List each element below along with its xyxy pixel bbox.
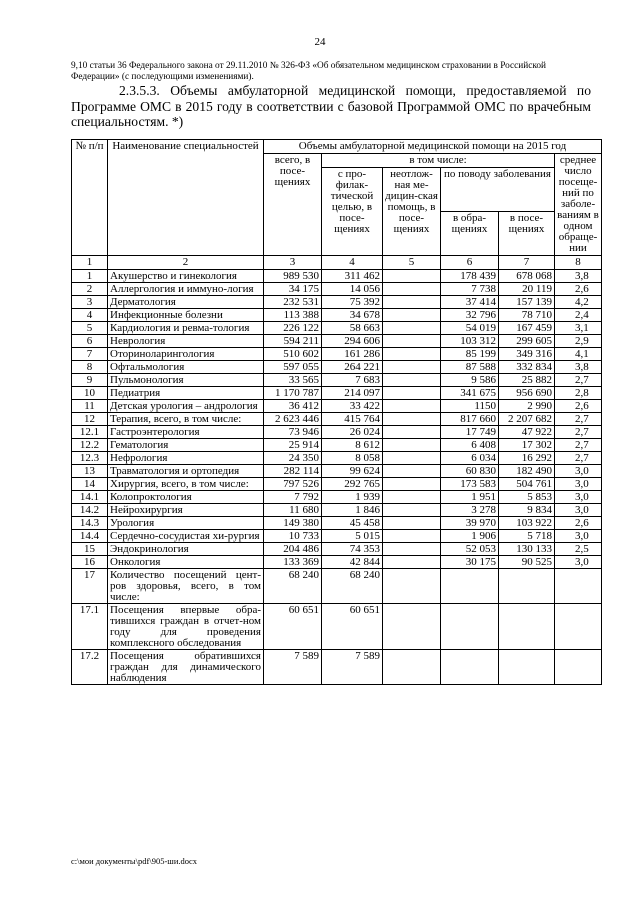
row-urgent [383,650,441,685]
row-number: 10 [72,387,108,400]
row-urgent [383,413,441,426]
table-row [72,283,602,296]
row-total: 597 055 [264,361,322,374]
col-number-5: 5 [383,256,441,270]
row-visits: 182 490 [499,465,555,478]
row-visits: 332 834 [499,361,555,374]
row-number: 4 [72,309,108,322]
row-specialty: Пульмонология [108,374,264,387]
row-appeals: 54 019 [441,322,499,335]
row-number: 17.1 [72,604,108,650]
table-row [72,413,602,426]
row-urgent [383,543,441,556]
row-urgent [383,283,441,296]
row-appeals: 87 588 [441,361,499,374]
row-total: 594 211 [264,335,322,348]
table-row [72,296,602,309]
row-average: 4,1 [555,348,602,361]
row-specialty: Неврология [108,335,264,348]
row-prophylactic: 5 015 [322,530,383,543]
row-number: 17.2 [72,650,108,685]
row-visits: 90 525 [499,556,555,569]
table-row [72,400,602,413]
table-row [72,361,602,374]
row-number: 12 [72,413,108,426]
row-average: 2,7 [555,374,602,387]
row-prophylactic: 45 458 [322,517,383,530]
row-prophylactic: 99 624 [322,465,383,478]
row-appeals: 1150 [441,400,499,413]
row-specialty: Нефрология [108,452,264,465]
row-appeals: 173 583 [441,478,499,491]
row-prophylactic: 75 392 [322,296,383,309]
row-urgent [383,374,441,387]
row-total: 1 170 787 [264,387,322,400]
row-visits: 20 119 [499,283,555,296]
row-number: 8 [72,361,108,374]
row-visits: 678 068 [499,270,555,283]
row-total: 68 240 [264,569,322,604]
row-average: 2,9 [555,335,602,348]
row-average: 3,1 [555,322,602,335]
table-row [72,543,602,556]
table-row [72,604,602,650]
row-appeals: 85 199 [441,348,499,361]
row-appeals: 32 796 [441,309,499,322]
row-average: 3,0 [555,465,602,478]
row-number: 14.2 [72,504,108,517]
table-row [72,504,602,517]
row-specialty: Офтальмология [108,361,264,374]
row-prophylactic: 60 651 [322,604,383,650]
row-average: 3,8 [555,361,602,374]
row-average: 2,4 [555,309,602,322]
section-heading: 2.3.5.3. Объемы амбулаторной медицинской помощи, предоставляемой по Программе ОМС в 2015 году в соответствии с базовой Программой ОМС по врачебным специальностям. *) [71,83,591,129]
row-number: 14.3 [72,517,108,530]
row-urgent [383,491,441,504]
table-row [72,478,602,491]
row-urgent [383,478,441,491]
table-row [72,335,602,348]
row-specialty: Количество посещений цент-ров здоровья, всего, в том числе: [108,569,264,604]
header-prophylactic: с про-филак-тической целью, в посе-щениях [322,168,383,256]
row-number: 9 [72,374,108,387]
row-total: 24 350 [264,452,322,465]
table-row [72,491,602,504]
row-urgent [383,504,441,517]
row-average: 2,7 [555,439,602,452]
page-number: 24 [314,36,326,48]
row-average: 3,0 [555,478,602,491]
row-visits [499,569,555,604]
row-appeals: 341 675 [441,387,499,400]
row-prophylactic: 58 663 [322,322,383,335]
col-number-1: 1 [72,256,108,270]
table-row [72,556,602,569]
row-number: 13 [72,465,108,478]
row-number: 12.1 [72,426,108,439]
row-appeals: 9 586 [441,374,499,387]
col-number-4: 4 [322,256,383,270]
row-average [555,604,602,650]
row-prophylactic: 311 462 [322,270,383,283]
row-prophylactic: 161 286 [322,348,383,361]
row-average: 2,6 [555,400,602,413]
row-specialty: Кардиология и ревма-тология [108,322,264,335]
row-appeals: 39 970 [441,517,499,530]
row-total: 226 122 [264,322,322,335]
ambulatory-volume-table [71,139,602,685]
row-urgent [383,296,441,309]
row-visits: 5 853 [499,491,555,504]
row-specialty: Аллергология и иммуно-логия [108,283,264,296]
row-specialty: Инфекционные болезни [108,309,264,322]
row-urgent [383,569,441,604]
header-including: в том числе: [322,154,555,168]
intro-text: 9,10 статьи 36 Федерального закона от 29.11.2010 № 326-ФЗ «Об обязательном медицинском страховании в Российской Федерации» (с последующими изменениями). [71,61,547,82]
row-visits: 504 761 [499,478,555,491]
row-average: 3,0 [555,491,602,504]
row-visits: 78 710 [499,309,555,322]
table-row [72,348,602,361]
row-average: 2,5 [555,543,602,556]
row-appeals: 30 175 [441,556,499,569]
row-prophylactic: 8 612 [322,439,383,452]
row-number: 15 [72,543,108,556]
row-prophylactic: 7 589 [322,650,383,685]
row-number: 1 [72,270,108,283]
row-number: 7 [72,348,108,361]
row-number: 3 [72,296,108,309]
row-urgent [383,335,441,348]
row-prophylactic: 42 844 [322,556,383,569]
row-prophylactic: 294 606 [322,335,383,348]
row-total: 989 530 [264,270,322,283]
row-visits: 299 605 [499,335,555,348]
header-disease: по поводу заболевания [441,168,555,212]
table-row [72,465,602,478]
row-appeals: 178 439 [441,270,499,283]
row-prophylactic: 214 097 [322,387,383,400]
row-specialty: Посещения впервые обра-тившихся граждан в отчет-ном году для проведения комплексного обследования [108,604,264,650]
row-specialty: Травматология и ортопедия [108,465,264,478]
row-appeals: 60 830 [441,465,499,478]
header-total: всего, в посе-щениях [264,154,322,256]
table-row [72,270,602,283]
row-specialty: Педиатрия [108,387,264,400]
row-urgent [383,530,441,543]
row-visits [499,650,555,685]
row-prophylactic: 1 846 [322,504,383,517]
row-visits: 9 834 [499,504,555,517]
table-body [72,270,602,685]
row-average [555,650,602,685]
row-specialty: Хирургия, всего, в том числе: [108,478,264,491]
row-prophylactic: 415 764 [322,413,383,426]
col-number-3: 3 [264,256,322,270]
row-total: 33 565 [264,374,322,387]
row-prophylactic: 68 240 [322,569,383,604]
row-appeals: 817 660 [441,413,499,426]
row-appeals: 6 408 [441,439,499,452]
row-specialty: Сердечно-сосудистая хи-рургия [108,530,264,543]
row-visits: 167 459 [499,322,555,335]
row-number: 14.4 [72,530,108,543]
row-urgent [383,322,441,335]
row-urgent [383,517,441,530]
row-appeals: 1 906 [441,530,499,543]
row-urgent [383,604,441,650]
row-specialty: Гастроэнтерология [108,426,264,439]
row-prophylactic: 7 683 [322,374,383,387]
row-visits: 47 922 [499,426,555,439]
row-urgent [383,348,441,361]
row-total: 149 380 [264,517,322,530]
row-total: 204 486 [264,543,322,556]
row-specialty: Терапия, всего, в том числе: [108,413,264,426]
row-appeals: 3 278 [441,504,499,517]
table-row [72,426,602,439]
row-average: 2,6 [555,283,602,296]
row-specialty: Дерматология [108,296,264,309]
row-number: 14.1 [72,491,108,504]
row-appeals: 52 053 [441,543,499,556]
row-total: 11 680 [264,504,322,517]
row-average: 3,8 [555,270,602,283]
row-prophylactic: 33 422 [322,400,383,413]
row-visits: 349 316 [499,348,555,361]
row-number: 14 [72,478,108,491]
row-total: 60 651 [264,604,322,650]
row-total: 7 589 [264,650,322,685]
row-average: 2,6 [555,517,602,530]
row-appeals [441,569,499,604]
row-urgent [383,426,441,439]
row-urgent [383,387,441,400]
row-visits: 5 718 [499,530,555,543]
row-number: 16 [72,556,108,569]
row-specialty: Нейрохирургия [108,504,264,517]
table-row [72,322,602,335]
row-urgent [383,309,441,322]
row-average: 2,7 [555,413,602,426]
row-specialty: Оториноларингология [108,348,264,361]
row-specialty: Детская урология – андрология [108,400,264,413]
row-total: 2 623 446 [264,413,322,426]
row-prophylactic: 8 058 [322,452,383,465]
row-number: 12.2 [72,439,108,452]
footer-file-path: c:\мои документы\pdf\905-ши.docx [71,856,198,866]
row-urgent [383,270,441,283]
row-prophylactic: 34 678 [322,309,383,322]
row-prophylactic: 26 024 [322,426,383,439]
row-total: 10 733 [264,530,322,543]
row-urgent [383,361,441,374]
row-prophylactic: 292 765 [322,478,383,491]
row-total: 510 602 [264,348,322,361]
table-row [72,309,602,322]
table-row [72,517,602,530]
row-specialty: Колопроктология [108,491,264,504]
table-row [72,439,602,452]
row-total: 73 946 [264,426,322,439]
row-average: 3,0 [555,530,602,543]
row-urgent [383,465,441,478]
row-average: 3,0 [555,504,602,517]
row-average [555,569,602,604]
table-row [72,569,602,604]
row-visits: 130 133 [499,543,555,556]
header-specialty: Наименование специальностей [108,140,264,256]
table-row [72,387,602,400]
row-average: 3,0 [555,556,602,569]
row-number: 2 [72,283,108,296]
row-prophylactic: 264 221 [322,361,383,374]
row-total: 34 175 [264,283,322,296]
row-appeals: 7 738 [441,283,499,296]
row-visits: 2 990 [499,400,555,413]
row-urgent [383,439,441,452]
header-urgent: неотлож-ная ме-дицин-ская помощь, в посе-щениях [383,168,441,256]
row-total: 282 114 [264,465,322,478]
table-row [72,650,602,685]
row-number: 5 [72,322,108,335]
header-number: № п/п [72,140,108,256]
table-row [72,452,602,465]
row-visits: 16 292 [499,452,555,465]
row-appeals: 37 414 [441,296,499,309]
row-total: 797 526 [264,478,322,491]
header-visits: в посе-щениях [499,211,555,255]
row-visits [499,604,555,650]
row-average: 2,7 [555,426,602,439]
row-visits: 25 882 [499,374,555,387]
row-number: 11 [72,400,108,413]
row-urgent [383,452,441,465]
row-appeals [441,650,499,685]
row-specialty: Акушерство и гинекология [108,270,264,283]
row-average: 2,7 [555,452,602,465]
row-total: 113 388 [264,309,322,322]
table-row [72,374,602,387]
row-visits: 2 207 682 [499,413,555,426]
row-prophylactic: 1 939 [322,491,383,504]
row-appeals: 17 749 [441,426,499,439]
row-number: 12.3 [72,452,108,465]
row-visits: 17 302 [499,439,555,452]
row-total: 7 792 [264,491,322,504]
row-urgent [383,400,441,413]
col-number-7: 7 [499,256,555,270]
row-specialty: Посещения обратившихся граждан для динамического наблюдения [108,650,264,685]
row-prophylactic: 14 056 [322,283,383,296]
row-specialty: Онкология [108,556,264,569]
row-visits: 956 690 [499,387,555,400]
row-average: 4,2 [555,296,602,309]
row-appeals [441,604,499,650]
row-specialty: Гематология [108,439,264,452]
row-prophylactic: 74 353 [322,543,383,556]
row-total: 25 914 [264,439,322,452]
col-number-6: 6 [441,256,499,270]
header-average: среднее число посеще-ний по заболе-ваниям в одном обраще-нии [555,154,602,256]
row-total: 232 531 [264,296,322,309]
row-appeals: 1 951 [441,491,499,504]
row-number: 17 [72,569,108,604]
row-total: 36 412 [264,400,322,413]
row-appeals: 6 034 [441,452,499,465]
col-number-2: 2 [108,256,264,270]
header-appeals: в обра-щениях [441,211,499,255]
row-number: 6 [72,335,108,348]
row-urgent [383,556,441,569]
header-volume-group: Объемы амбулаторной медицинской помощи на 2015 год [264,140,602,154]
row-visits: 157 139 [499,296,555,309]
row-appeals: 103 312 [441,335,499,348]
row-average: 2,8 [555,387,602,400]
row-specialty: Эндокринология [108,543,264,556]
row-total: 133 369 [264,556,322,569]
col-number-8: 8 [555,256,602,270]
table-row [72,530,602,543]
row-visits: 103 922 [499,517,555,530]
row-specialty: Урология [108,517,264,530]
